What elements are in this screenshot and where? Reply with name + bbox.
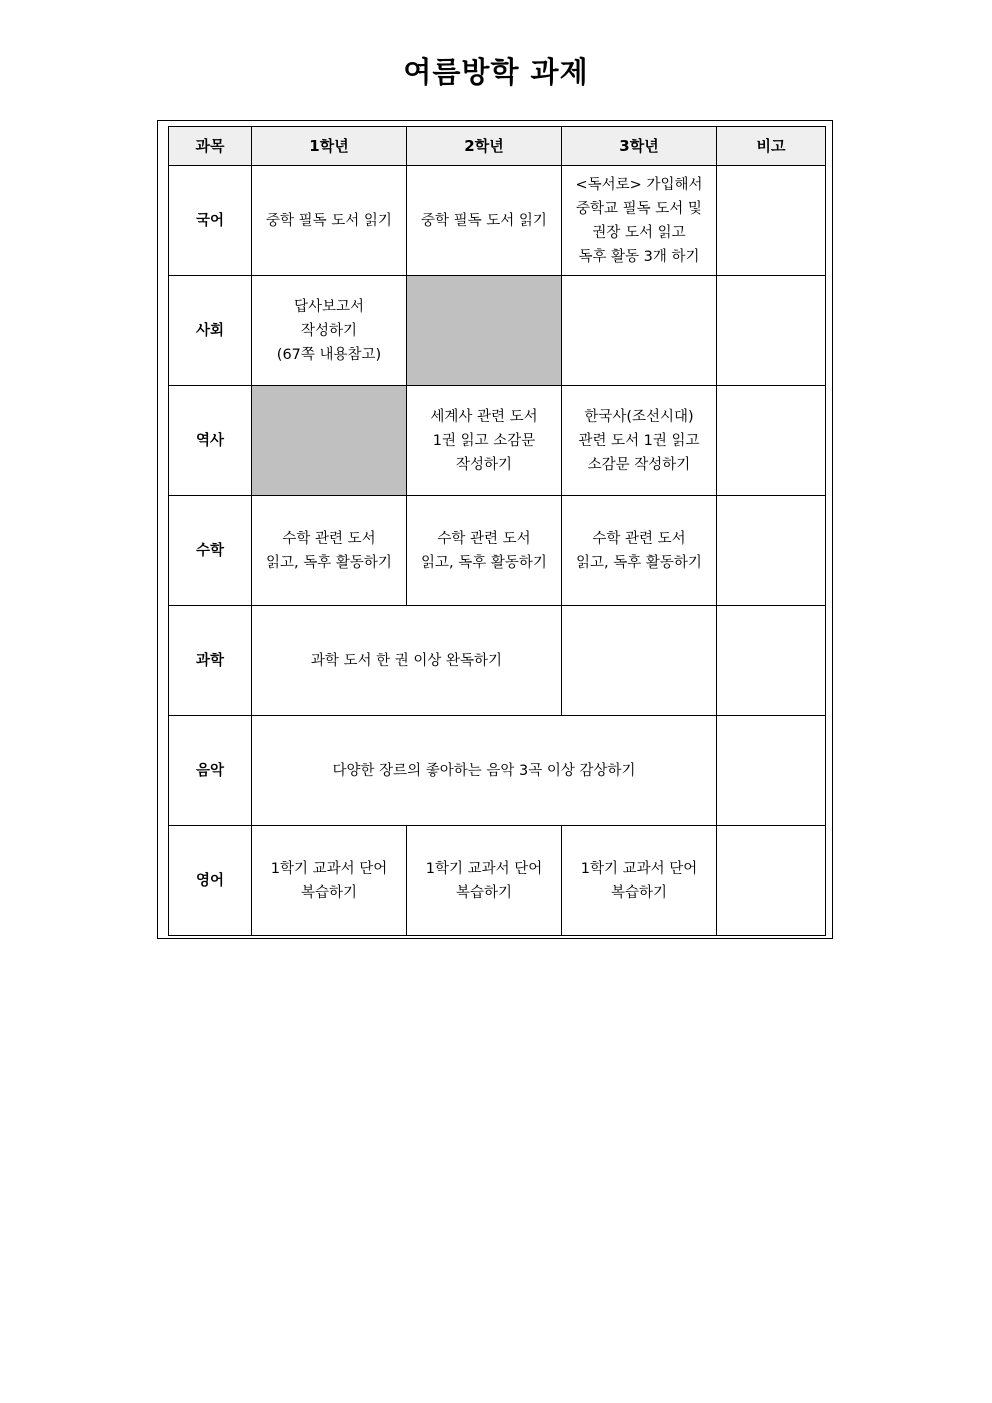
korean-grade-3: <독서로> 가입해서 중학교 필독 도서 및 권장 도서 읽고 독후 활동 3개 하기 (562, 166, 717, 276)
subject-korean: 국어 (169, 166, 252, 276)
subject-music: 음악 (169, 716, 252, 826)
korean-grade-2: 중학 필독 도서 읽기 (407, 166, 562, 276)
english-grade-1: 1학기 교과서 단어 복습하기 (252, 826, 407, 936)
subject-history: 역사 (169, 386, 252, 496)
subject-social: 사회 (169, 276, 252, 386)
header-grade-1: 1학년 (252, 127, 407, 166)
social-grade-3 (562, 276, 717, 386)
subject-science: 과학 (169, 606, 252, 716)
table-frame (157, 120, 833, 939)
header-grade-2: 2학년 (407, 127, 562, 166)
row-english (169, 826, 826, 936)
table-header-row (169, 127, 826, 166)
music-notes (717, 716, 826, 826)
social-notes (717, 276, 826, 386)
math-grade-1: 수학 관련 도서 읽고, 독후 활동하기 (252, 496, 407, 606)
row-social (169, 276, 826, 386)
korean-grade-1: 중학 필독 도서 읽기 (252, 166, 407, 276)
english-grade-3: 1학기 교과서 단어 복습하기 (562, 826, 717, 936)
history-grade-3: 한국사(조선시대) 관련 도서 1권 읽고 소감문 작성하기 (562, 386, 717, 496)
science-grade-1-2: 과학 도서 한 권 이상 완독하기 (252, 606, 562, 716)
row-music (169, 716, 826, 826)
science-grade-3 (562, 606, 717, 716)
header-grade-3: 3학년 (562, 127, 717, 166)
history-grade-1-shaded (252, 386, 407, 496)
subject-english: 영어 (169, 826, 252, 936)
subject-math: 수학 (169, 496, 252, 606)
math-grade-2: 수학 관련 도서 읽고, 독후 활동하기 (407, 496, 562, 606)
header-notes: 비고 (717, 127, 826, 166)
korean-notes (717, 166, 826, 276)
row-math (169, 496, 826, 606)
history-notes (717, 386, 826, 496)
document-title: 여름방학 과제 (403, 55, 589, 89)
row-science (169, 606, 826, 716)
row-korean (169, 166, 826, 276)
english-grade-2: 1학기 교과서 단어 복습하기 (407, 826, 562, 936)
header-subject: 과목 (169, 127, 252, 166)
math-notes (717, 496, 826, 606)
english-notes (717, 826, 826, 936)
music-all-grades: 다양한 장르의 좋아하는 음악 3곡 이상 감상하기 (252, 716, 717, 826)
social-grade-2-shaded (407, 276, 562, 386)
row-history (169, 386, 826, 496)
assignment-table (168, 126, 826, 936)
social-grade-1: 답사보고서 작성하기 (67쪽 내용참고) (252, 276, 407, 386)
history-grade-2: 세계사 관련 도서 1권 읽고 소감문 작성하기 (407, 386, 562, 496)
math-grade-3: 수학 관련 도서 읽고, 독후 활동하기 (562, 496, 717, 606)
science-notes (717, 606, 826, 716)
